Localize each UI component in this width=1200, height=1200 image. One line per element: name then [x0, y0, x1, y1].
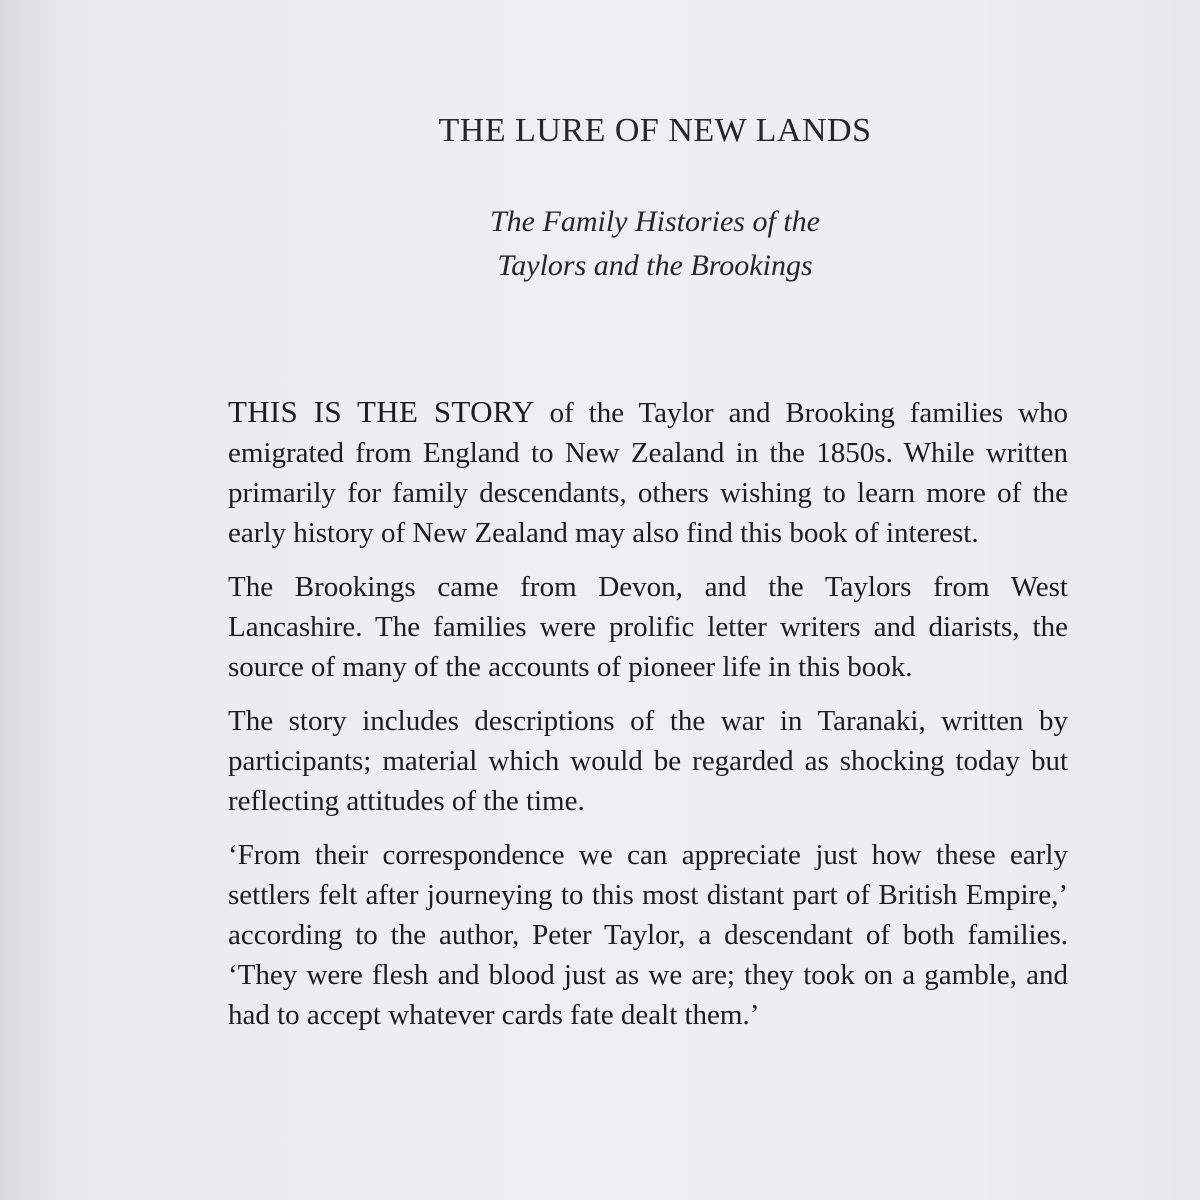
subtitle-line-1: The Family Histories of the	[490, 205, 820, 238]
book-subtitle	[390, 200, 920, 288]
blurb-paragraph-2: The Brookings came from Devon, and the Taylors from West Lancashire. The families were prolific letter writers and diarists, the source of many of the accounts of pioneer life in this book.	[228, 571, 1068, 683]
page-spine-shadow	[0, 0, 60, 1200]
book-title: THE LURE OF NEW LANDS	[438, 112, 872, 149]
blurb-body	[228, 392, 1068, 1049]
blurb-paragraph-4: ‘From their correspondence we can appreciate just how these early settlers felt after journeying to this most distant part of British Empire,’ according to the author, Peter Taylor, a descendant of both families. ‘They were flesh and blood just as we are; they took on a gamble, and had to accept whatever cards fate dealt them.’	[228, 839, 1068, 1031]
blurb-paragraph-1-text: of the Taylor and Brooking families who emigrated from England to New Zealand in the 1850s. While written primarily for family descendants, others wishing to learn more of the early history of New Zealand may also find this book of interest.	[228, 397, 1069, 549]
subtitle-line-2: Taylors and the Brookings	[497, 249, 813, 282]
blurb-paragraph-1	[228, 392, 1068, 553]
blurb-lead-caps: THIS IS THE STORY	[228, 394, 535, 429]
blurb-paragraph-3: The story includes descriptions of the war in Taranaki, written by participants; material which would be regarded as shocking today but reflecting attitudes of the time.	[228, 705, 1068, 817]
